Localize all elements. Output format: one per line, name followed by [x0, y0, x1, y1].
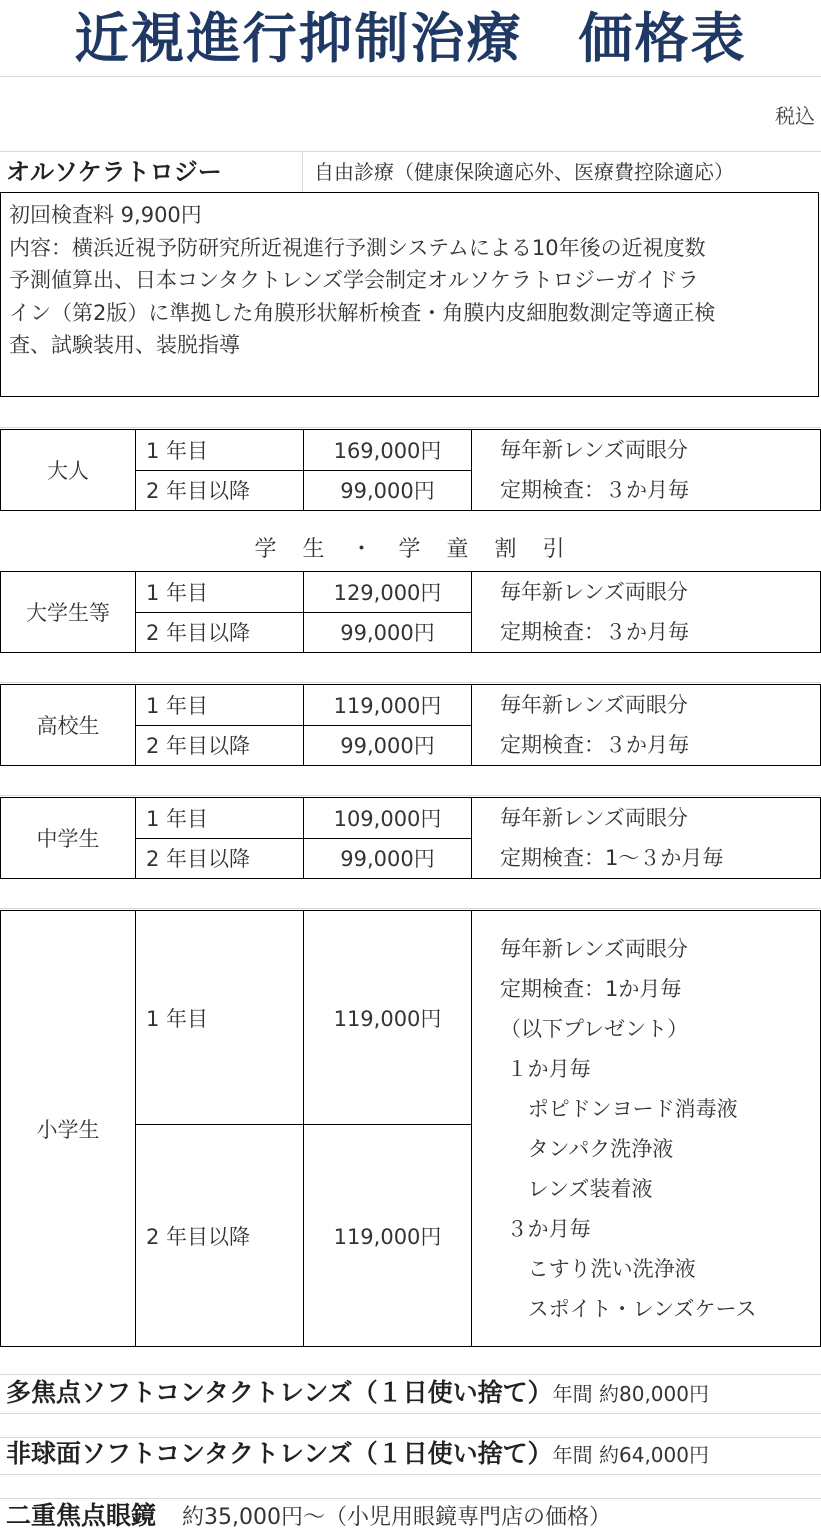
price-table-junior-high	[0, 797, 821, 879]
orthokeratology-header-row	[0, 152, 821, 192]
divider	[0, 427, 821, 428]
divider	[0, 1413, 821, 1414]
price-table-adult	[0, 429, 821, 511]
note-line: 毎年新レンズ両眼分	[500, 936, 688, 961]
price-cell: 129,000円	[304, 572, 472, 613]
elementary-notes	[472, 929, 820, 1329]
category-cell: 中学生	[1, 798, 136, 879]
year-label: 1 年目	[136, 685, 304, 726]
note-cell	[472, 430, 821, 511]
price-table-elementary	[0, 910, 821, 1347]
price-cell: 119,000円	[304, 1125, 472, 1347]
table-row	[1, 430, 821, 471]
multifocal-lens-price: 年間 約80,000円	[552, 1382, 709, 1406]
note-line: １か月毎	[500, 1056, 591, 1081]
orthokeratology-heading: オルソケラトロジー	[6, 158, 222, 186]
divider	[0, 682, 821, 683]
year-label: 2 年目以降	[136, 1125, 304, 1347]
price-table-high-school	[0, 684, 821, 766]
bifocal-glasses-price: 約35,000円～（小児用眼鏡専門店の価格）	[182, 1505, 611, 1530]
aspheric-lens-row	[0, 1434, 821, 1474]
note-line: 毎年新レンズ両眼分	[500, 580, 688, 604]
note-line: 定期検査：３か月毎	[500, 478, 689, 502]
price-table-university	[0, 571, 821, 653]
exam-content-line: 査、試験装用、装脱指導	[9, 333, 240, 358]
price-cell: 99,000円	[304, 470, 472, 511]
table-row	[1, 572, 821, 613]
exam-content-line: 予測値算出、日本コンタクトレンズ学会制定オルソケラトロジーガイドラ	[9, 268, 699, 293]
note-line: こすり洗い洗浄液	[500, 1256, 696, 1281]
note-line: レンズ装着液	[500, 1176, 653, 1201]
bifocal-glasses-name: 二重焦点眼鏡	[6, 1501, 157, 1530]
note-line: ポピドンヨード消毒液	[500, 1096, 738, 1121]
price-cell: 119,000円	[304, 685, 472, 726]
table-row	[1, 798, 821, 839]
year-label: 1 年目	[136, 911, 304, 1125]
multifocal-lens-name: 多焦点ソフトコンタクトレンズ（１日使い捨て）	[6, 1378, 553, 1407]
year-label: 1 年目	[136, 430, 304, 471]
price-cell: 119,000円	[304, 911, 472, 1125]
note-line: スポイト・レンズケース	[500, 1296, 757, 1321]
year-label: 2 年目以降	[136, 838, 304, 879]
initial-exam-box	[0, 192, 819, 397]
year-label: 1 年目	[136, 798, 304, 839]
page-title: 近視進行抑制治療 価格表	[74, 7, 747, 70]
price-cell: 99,000円	[304, 838, 472, 879]
note-line: 定期検査：３か月毎	[500, 620, 689, 644]
note-line: ３か月毎	[500, 1216, 591, 1241]
note-cell	[472, 798, 821, 879]
price-cell: 99,000円	[304, 725, 472, 766]
table-row	[1, 685, 821, 726]
multifocal-lens-row	[0, 1373, 821, 1413]
bifocal-glasses-row	[0, 1496, 821, 1536]
divider	[0, 76, 821, 77]
note-line: 毎年新レンズ両眼分	[500, 806, 688, 830]
note-line: 毎年新レンズ両眼分	[500, 693, 688, 717]
exam-fee-line: 初回検査料 9,900円	[9, 203, 202, 227]
category-cell: 高校生	[1, 685, 136, 766]
note-cell	[472, 911, 821, 1347]
note-line: タンパク洗浄液	[500, 1136, 674, 1161]
year-label: 2 年目以降	[136, 470, 304, 511]
aspheric-lens-name: 非球面ソフトコンタクトレンズ（１日使い捨て）	[6, 1439, 553, 1468]
divider	[302, 152, 303, 192]
price-cell: 169,000円	[304, 430, 472, 471]
aspheric-lens-price: 年間 約64,000円	[552, 1443, 709, 1467]
note-line: 定期検査：３か月毎	[500, 733, 689, 757]
category-cell: 小学生	[1, 911, 136, 1347]
divider	[0, 795, 821, 796]
student-discount-label: 学 生 ・ 学 童 割 引	[254, 537, 567, 562]
divider	[0, 1474, 821, 1475]
note-line: （以下プレゼント）	[500, 1016, 689, 1041]
note-line: 定期検査：1～３か月毎	[500, 846, 724, 870]
price-cell: 99,000円	[304, 612, 472, 653]
year-label: 2 年目以降	[136, 612, 304, 653]
divider	[0, 908, 821, 909]
insurance-note: 自由診療（健康保険適応外、医療費控除適応）	[314, 160, 734, 184]
note-cell	[472, 572, 821, 653]
tax-included-label: 税込	[775, 104, 815, 128]
year-label: 1 年目	[136, 572, 304, 613]
note-line: 毎年新レンズ両眼分	[500, 438, 688, 462]
note-cell	[472, 685, 821, 766]
note-line: 定期検査：1か月毎	[500, 976, 682, 1001]
price-cell: 109,000円	[304, 798, 472, 839]
exam-content-line: 内容：横浜近視予防研究所近視進行予測システムによる10年後の近視度数	[9, 235, 706, 260]
category-cell: 大人	[1, 430, 136, 511]
table-row	[1, 911, 821, 1125]
year-label: 2 年目以降	[136, 725, 304, 766]
category-cell: 大学生等	[1, 572, 136, 653]
exam-content-line: イン（第2版）に準拠した角膜形状解析検査・角膜内皮細胞数測定等適正検	[9, 300, 716, 325]
